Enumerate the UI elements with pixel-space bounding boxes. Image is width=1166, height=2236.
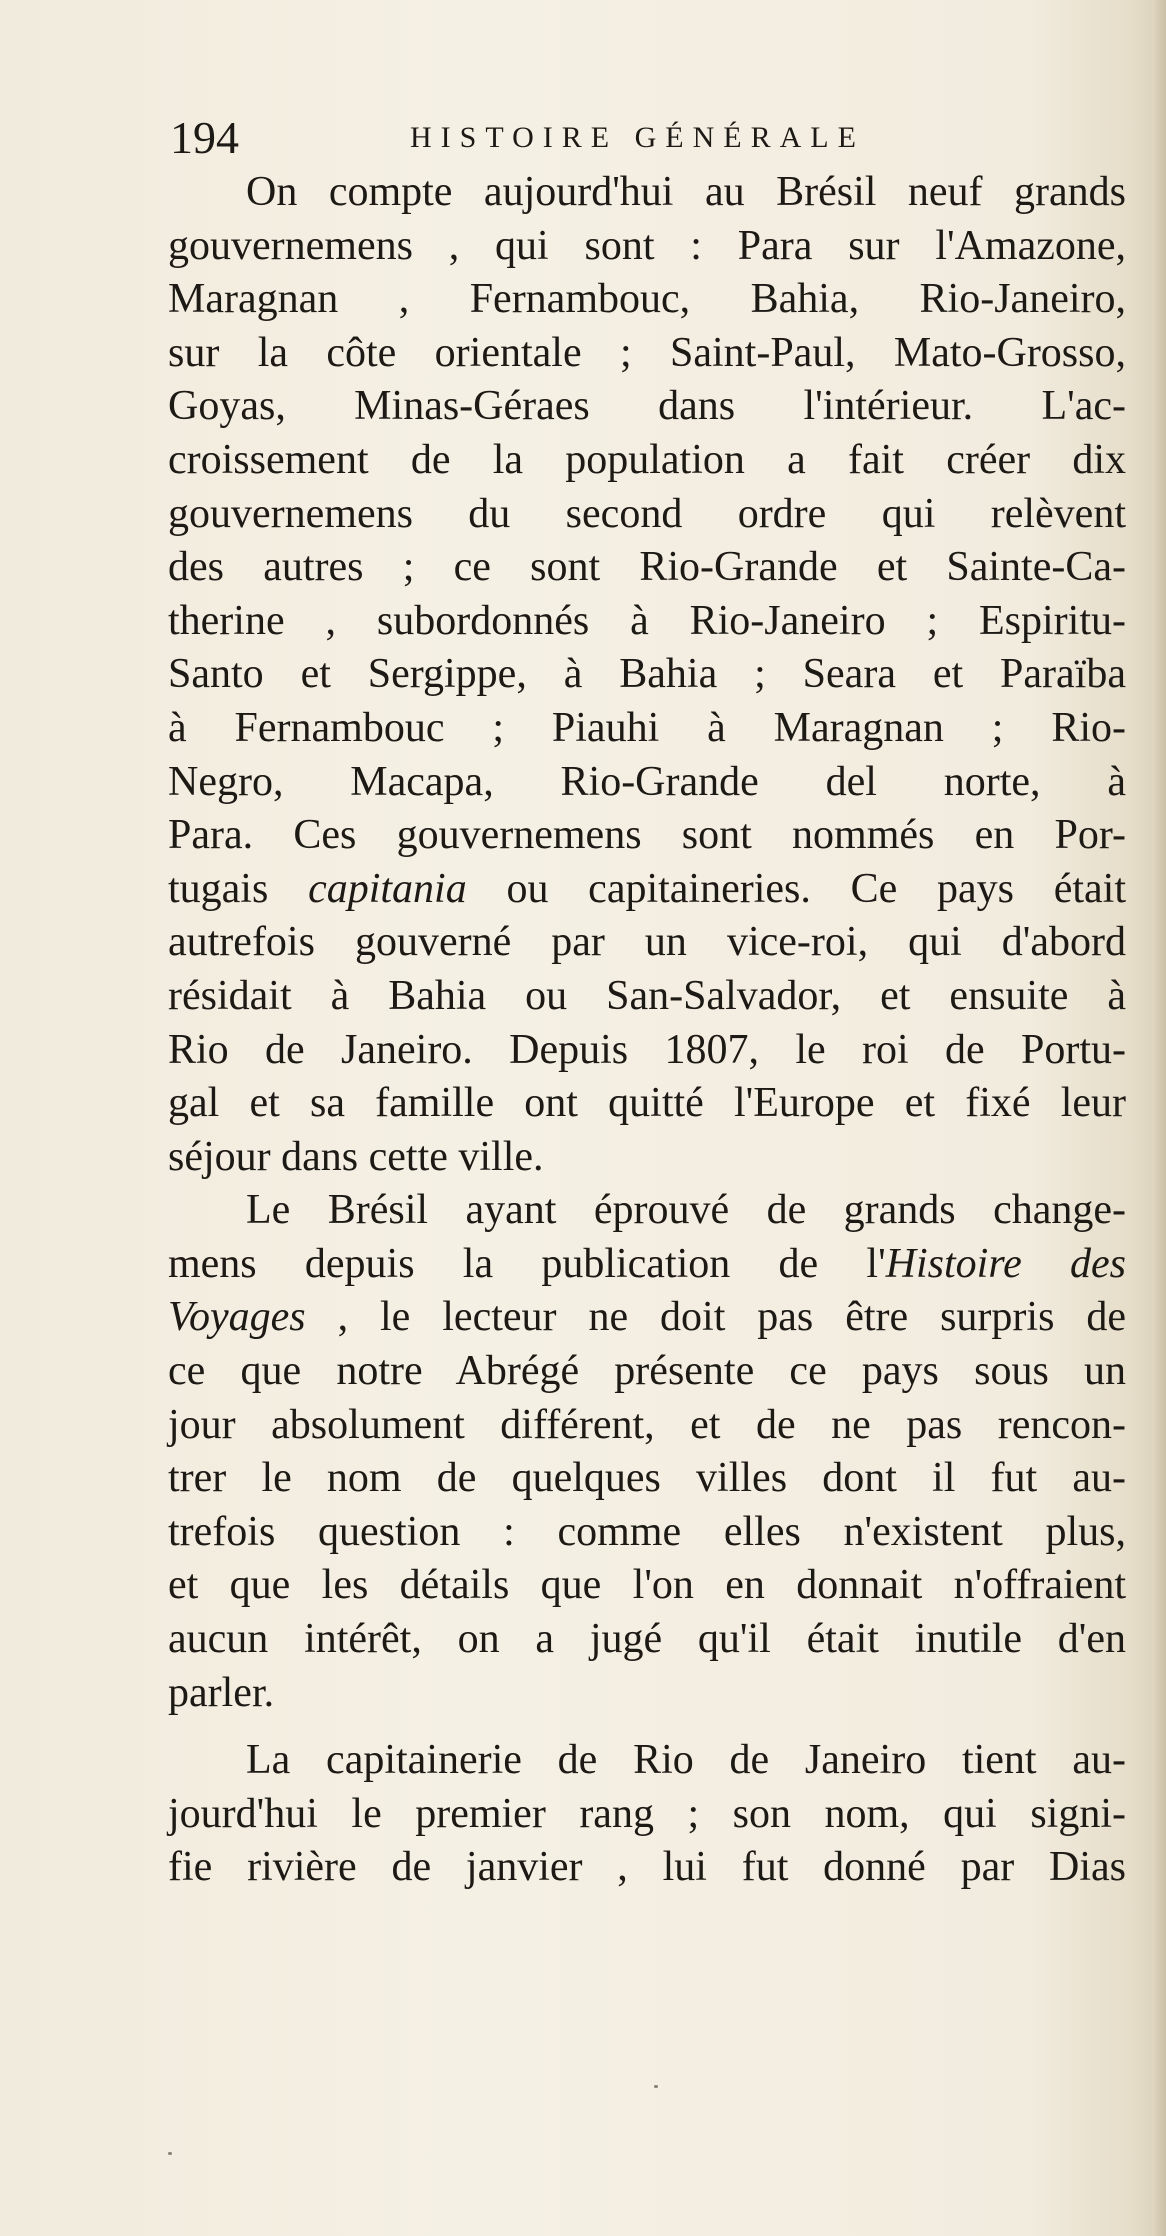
text-line: séjour dans cette ville. [168, 1133, 544, 1180]
text-line: Goyas, Minas-Géraes dans l'intérieur. L'ac- [168, 383, 1126, 430]
text-line: gal et sa famille ont quitté l'Europe et fixé leur [168, 1080, 1126, 1127]
paragraph [168, 166, 1126, 1184]
page-header [170, 108, 990, 168]
text-line: croissement de la population a fait créer dix [168, 436, 1126, 483]
text-line: sur la côte orientale ; Saint-Paul, Mato-Grosso, [168, 329, 1126, 376]
text-line: Voyages , le lecteur ne doit pas être surpris de [168, 1294, 1126, 1341]
text-line: résidait à Bahia ou San-Salvador, et ensuite à [168, 972, 1126, 1019]
text-line: ce que notre Abrégé présente ce pays sous un [168, 1348, 1126, 1395]
page-number: 194 [170, 112, 239, 163]
text-line: autrefois gouverné par un vice-roi, qui d'abord [168, 919, 1126, 966]
paragraph [168, 1184, 1126, 1720]
text-line: Maragnan , Fernambouc, Bahia, Rio-Janeiro, [168, 276, 1126, 323]
body-text [168, 166, 1126, 1895]
paragraph [168, 1734, 1126, 1895]
page-edge [1152, 0, 1166, 2236]
paper-speck [168, 2152, 172, 2155]
text-line: fie rivière de janvier , lui fut donné par Dias [168, 1844, 1126, 1891]
text-line: jour absolument différent, et de ne pas rencon- [168, 1401, 1126, 1448]
italic-term: capitania [308, 865, 467, 912]
text-line: aucun intérêt, on a jugé qu'il était inutile d'en [168, 1616, 1126, 1663]
italic-title: Histoire des [885, 1240, 1126, 1287]
text-line: Santo et Sergippe, à Bahia ; Seara et Paraïba [168, 651, 1126, 698]
text-line: tugais capitania ou capitaineries. Ce pays était [168, 865, 1126, 912]
text-line: Para. Ces gouvernemens sont nommés en Por- [168, 812, 1126, 859]
text-line: trefois question : comme elles n'existent plus, [168, 1508, 1126, 1555]
text-line: gouvernemens du second ordre qui relèvent [168, 490, 1126, 537]
text-line: parler. [168, 1669, 275, 1716]
text-line: jourd'hui le premier rang ; son nom, qui signi- [168, 1790, 1126, 1837]
paper-speck [654, 2085, 658, 2088]
text-line: On compte aujourd'hui au Brésil neuf grands [246, 169, 1126, 215]
text-line: mens depuis la publication de l'Histoire des [168, 1240, 1126, 1287]
italic-title: Voyages [168, 1294, 306, 1341]
text-line: La capitainerie de Rio de Janeiro tient au- [246, 1737, 1126, 1784]
text-line: à Fernambouc ; Piauhi à Maragnan ; Rio- [168, 704, 1126, 751]
text-line: des autres ; ce sont Rio-Grande et Sainte-Ca- [168, 544, 1126, 591]
text-line: gouvernemens , qui sont : Para sur l'Amazone, [168, 222, 1126, 269]
text-line: trer le nom de quelques villes dont il fut au- [168, 1455, 1126, 1502]
text-line: et que les détails que l'on en donnait n'offraient [168, 1562, 1126, 1609]
text-line: therine , subordonnés à Rio-Janeiro ; Espiritu- [168, 597, 1126, 644]
text-line: Negro, Macapa, Rio-Grande del norte, à [168, 758, 1126, 805]
running-title: HISTOIRE GÉNÉRALE [410, 121, 865, 154]
text-line: Le Brésil ayant éprouvé de grands change- [246, 1187, 1126, 1234]
text-line: Rio de Janeiro. Depuis 1807, le roi de Portu- [168, 1026, 1126, 1073]
